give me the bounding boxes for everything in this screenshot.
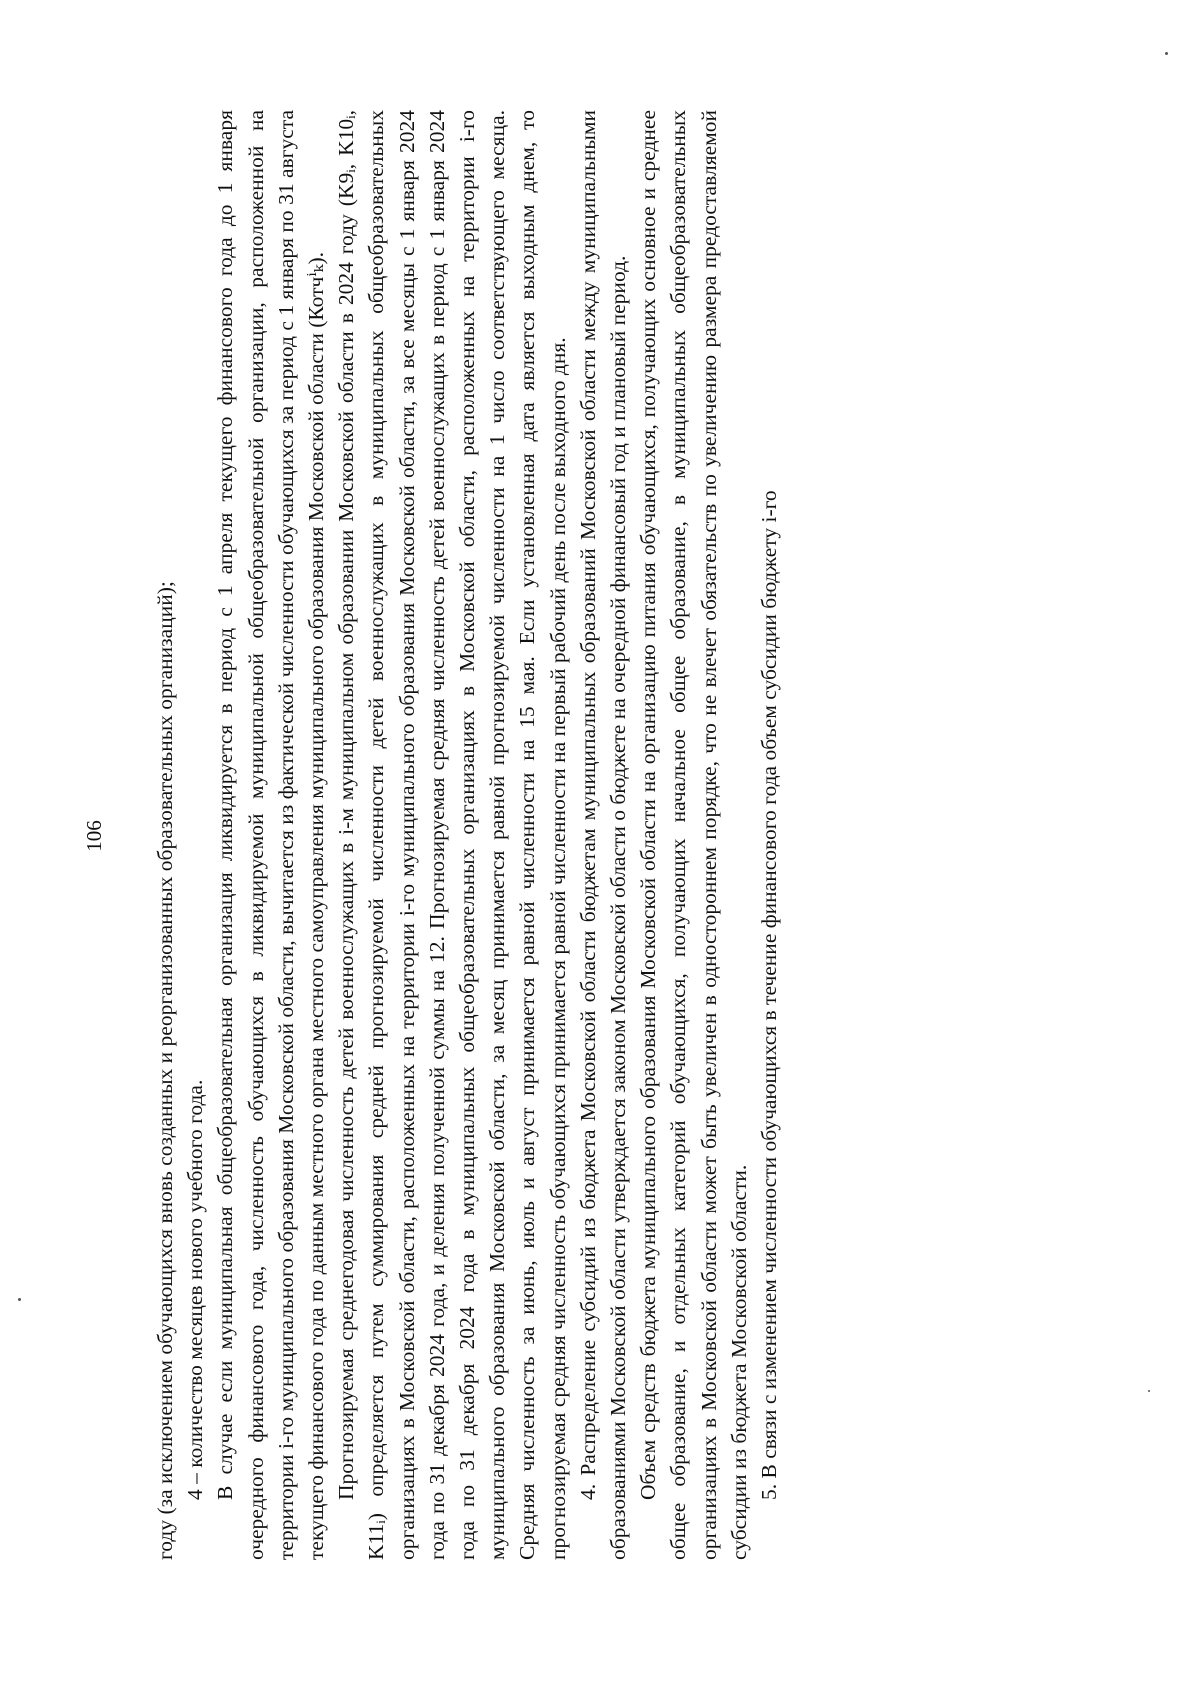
paragraph: 4. Распределение субсидий из бюджета Московской области бюджетам муниципальных образований Московской области между муниципальными образованиями Московской области утверждается законом Московской области о бюджете на очередной финансовый год и плановый период.	[575, 110, 631, 1560]
paragraph: Объем средств бюджета муниципального образования Московской области на организацию питания обучающихся, получающих основное и среднее общее образование, и отдельных категорий обучающихся, получающих начальное общее образование, в муниципальных общеобразовательных организациях в Московской области может быть увеличен в одностороннем порядке, что не влечет обязательств по увеличению размера предоставляемой субсидии из бюджета Московской области.	[636, 110, 751, 1560]
scan-speck	[18, 1298, 21, 1301]
scan-speck	[1165, 52, 1168, 55]
document-body	[150, 110, 1030, 1560]
paragraph: В случае если муниципальная общеобразовательная организация ликвидируется в период с 1 апреля текущего финансового года до 1 января очередного финансового года, численность обучающихся в ликвидируемой муниципальной общеобразовательной организации, расположенной на территории i-го муниципального образования Московской области, вычитается из фактической численности обучающихся за период с 1 января по 31 августа текущего финансового года по данным местного органа местного самоуправления муниципального образования Московской области (Котчⁱₖ).	[213, 110, 329, 1560]
scan-speck	[1148, 1390, 1150, 1392]
paragraph: Прогнозируемая среднегодовая численность детей военнослужащих в i-м муниципальном образовании Московской области в 2024 году (K9ᵢ, K10ᵢ, K11ᵢ) определяется путем суммирования средней прогнозируемой численности детей военнослужащих в муниципальных общеобразовательных организациях в Московской области, расположенных на территории i-го муниципального образования Московской области, за все месяцы с 1 января 2024 года по 31 декабря 2024 года, и деления полученной суммы на 12. Прогнозируемая средняя численность детей военнослужащих в период с 1 января 2024 года по 31 декабря 2024 года в муниципальных общеобразовательных организациях в Московской области, расположенных на территории i-го муниципального образования Московской области, за месяц принимается равной прогнозируемой численности на 1 число соответствующего месяца. Средняя численность за июнь, июль и август принимается равной численности на 15 мая. Если установленная дата является выходным днем, то прогнозируемая средняя численность обучающихся принимается равной численности на первый рабочий день после выходного дня.	[334, 110, 570, 1560]
paragraph: 5. В связи с изменением численности обучающихся в течение финансового года объем субсидии бюджету i-го	[757, 490, 782, 1500]
paragraph: 4 – количество месяцев нового учебного года.	[183, 1079, 208, 1500]
page-number: 106	[82, 820, 106, 852]
paragraph: году (за исключением обучающихся вновь созданных и реорганизованных образовательных организаций);	[153, 581, 177, 1560]
